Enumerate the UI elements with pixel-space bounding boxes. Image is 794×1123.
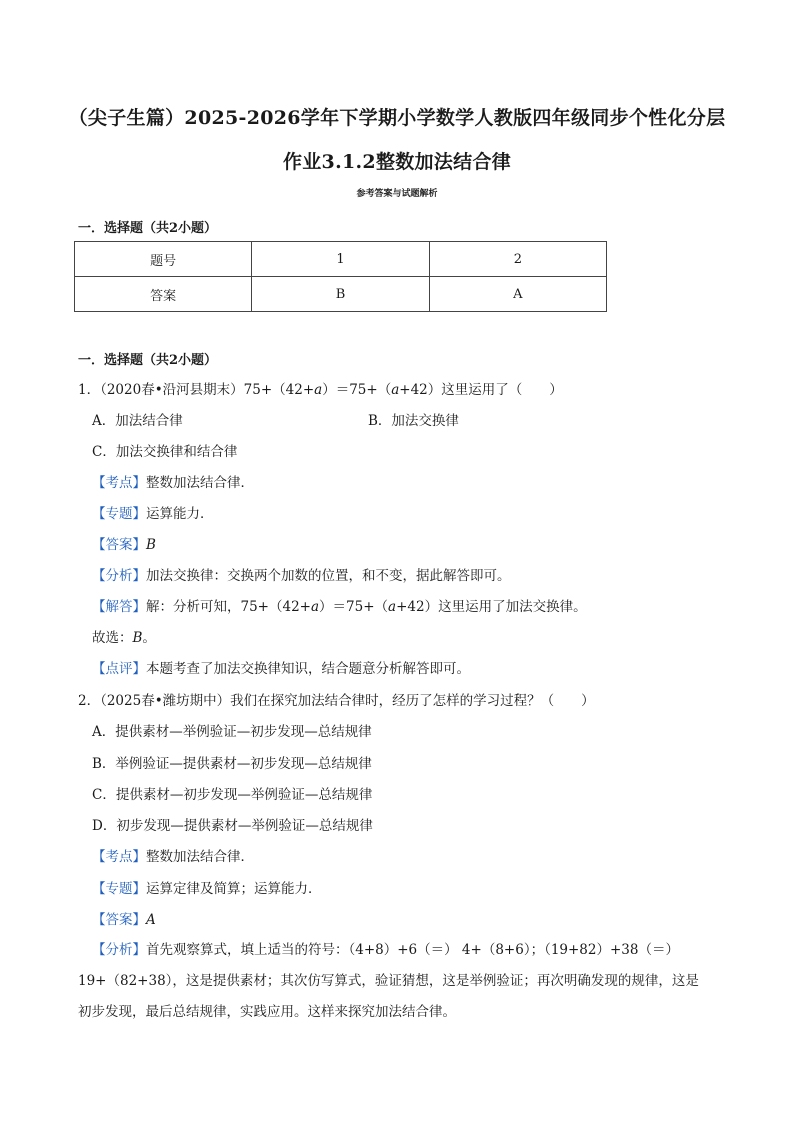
q2-option-d: D．初步发现—提供素材—举例验证—总结规律 bbox=[92, 818, 373, 834]
q2-kaodian: 【考点】整数加法结合律． bbox=[92, 849, 254, 865]
q1-comment: 【点评】本题考查了加法交换律知识，结合题意分析解答即可。 bbox=[92, 661, 470, 677]
document-title: （尖子生篇）2025-2026学年下学期小学数学人教版四年级同步个性化分层作业3.1.2整数加法结合律 bbox=[68, 107, 726, 173]
q2-analysis: 【分析】首先观察算式，填上适当的符号：（4+8）+6（＝） 4+（8+6）；（19+82）+38（＝）19+（82+38），这是提供素材；其次仿写算式，验证猜想，这是举例验证；再次明确发现的规律，这是初步发现，最后总结规律，实践应用。这样来探究加法结合律。 bbox=[78, 942, 699, 1020]
q2-option-c: C．提供素材—初步发现—举例验证—总结规律 bbox=[92, 787, 373, 803]
q1-solution: 【解答】解：分析可知，75+（42+a）＝75+（a+42）这里运用了加法交换律。 bbox=[92, 599, 587, 615]
table-row bbox=[75, 277, 607, 312]
q1-choice: 故选：B。 bbox=[92, 630, 156, 646]
q1-option-c: C．加法交换律和结合律 bbox=[92, 444, 238, 460]
q2-zhuanti: 【专题】运算定律及简算；运算能力． bbox=[92, 881, 322, 897]
table-row bbox=[75, 242, 607, 277]
q1-kaodian: 【考点】整数加法结合律． bbox=[92, 475, 254, 491]
table-cell: 题号 bbox=[75, 242, 252, 277]
q1-option-b: B．加法交换律 bbox=[368, 413, 459, 429]
table-cell: 答案 bbox=[75, 277, 252, 312]
q2-option-a: A．提供素材—举例验证—初步发现—总结规律 bbox=[92, 724, 372, 740]
q1-options-row1 bbox=[92, 411, 752, 431]
table-cell: B bbox=[252, 277, 429, 312]
q1-analysis: 【分析】加法交换律：交换两个加数的位置，和不变，据此解答即可。 bbox=[92, 568, 511, 584]
table-cell: A bbox=[429, 277, 606, 312]
section-heading-answers: 一．选择题（共2小题） bbox=[78, 221, 218, 236]
q2-option-b: B．举例验证—提供素材—初步发现—总结规律 bbox=[92, 756, 372, 772]
q2-answer: 【答案】A bbox=[92, 912, 156, 928]
q1-zhuanti: 【专题】运算能力． bbox=[92, 506, 214, 522]
answer-table bbox=[74, 241, 607, 312]
q2-stem: 2．（2025春•潍坊期中）我们在探究加法结合律时，经历了怎样的学习过程？（ ） bbox=[78, 693, 595, 709]
section-heading-questions: 一．选择题（共2小题） bbox=[78, 353, 218, 368]
q1-option-a: A．加法结合律 bbox=[92, 413, 183, 429]
q1-answer: 【答案】B bbox=[92, 537, 156, 553]
table-cell: 1 bbox=[252, 242, 429, 277]
table-cell: 2 bbox=[429, 242, 606, 277]
q1-stem: 1．（2020春•沿河县期末）75+（42+a）＝75+（a+42）这里运用了（ ） bbox=[78, 382, 563, 398]
document-subtitle: 参考答案与试题解析 bbox=[356, 189, 438, 199]
